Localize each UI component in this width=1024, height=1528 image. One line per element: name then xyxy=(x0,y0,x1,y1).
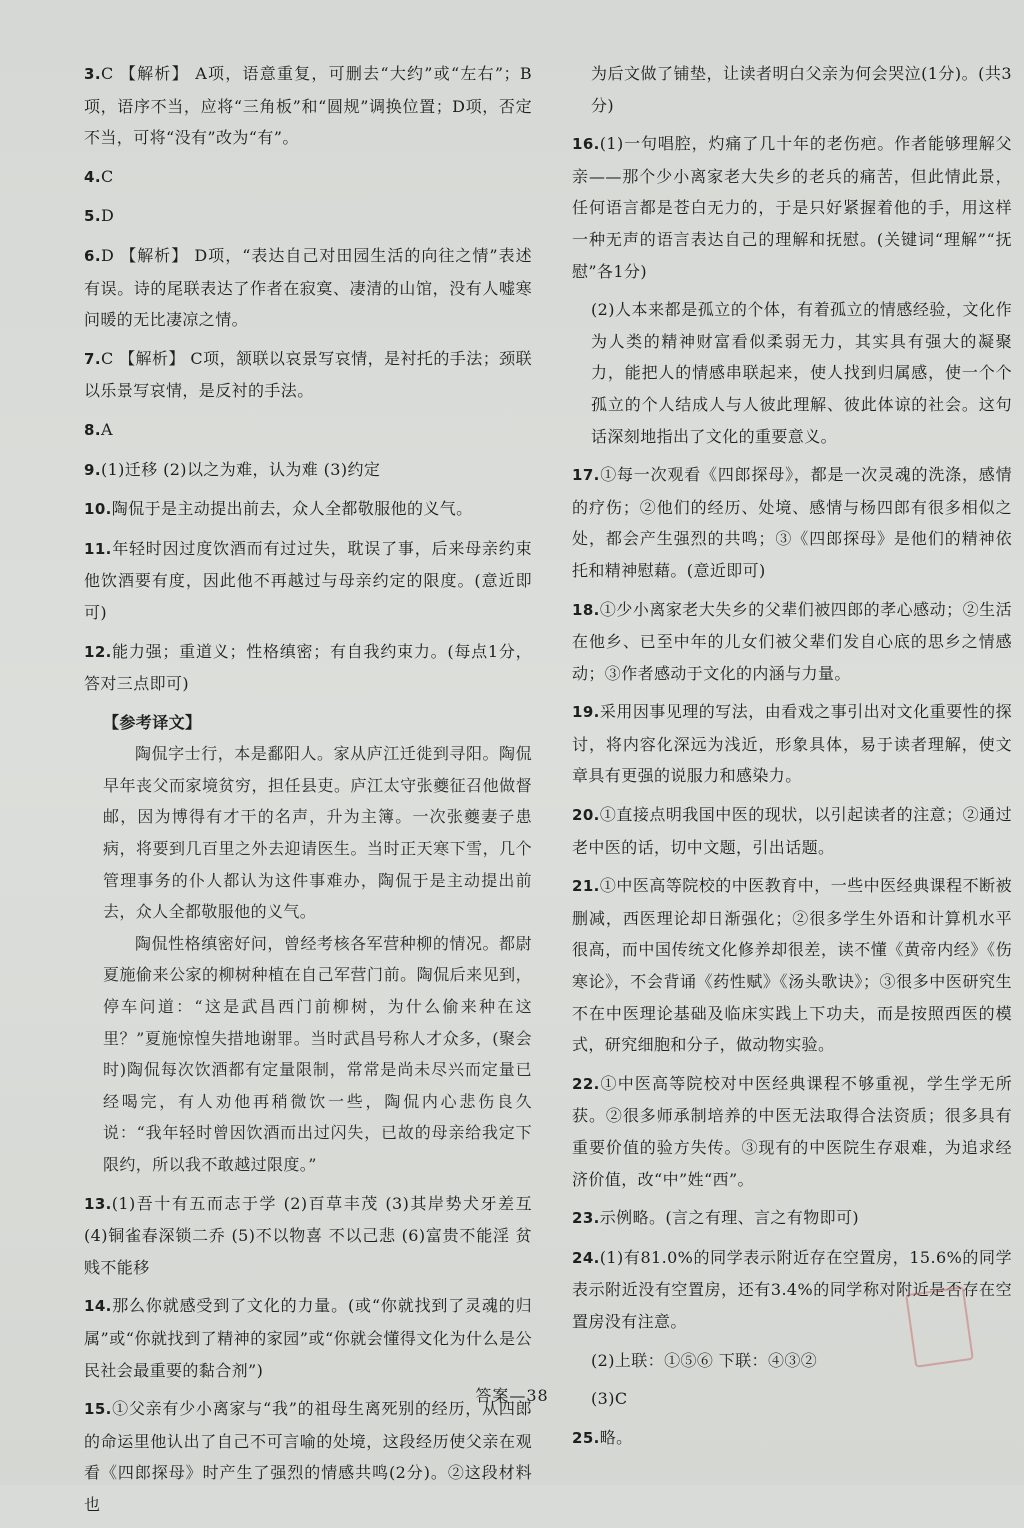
answer-number: 16. xyxy=(572,135,600,154)
answer-text: (2)上联：①⑤⑥ 下联：④③② xyxy=(591,1350,818,1370)
answer-number: 8. xyxy=(84,420,101,439)
red-stamp-mark xyxy=(905,1286,974,1367)
answer-text: (1)吾十有五而志于学 (2)百草丰茂 (3)其岸势犬牙差互 (4)铜雀春深锁二乔 (5)不以物喜 不以己悲 (6)富贵不能淫 贫贱不能移 xyxy=(84,1193,532,1277)
answer-item xyxy=(572,459,1012,586)
translation-block xyxy=(84,707,532,1181)
answer-number: 23. xyxy=(572,1209,600,1228)
answer-item xyxy=(84,414,532,447)
answer-text: C 【解析】 C项，颔联以哀景写哀情，是衬托的手法；颈联以乐景写哀情，是反衬的手法。 xyxy=(84,348,532,401)
page-footer: 答案—38 xyxy=(475,1386,549,1405)
answer-item xyxy=(572,594,1012,690)
answer-number: 19. xyxy=(572,703,600,722)
answer-item xyxy=(572,1202,1012,1235)
answer-item xyxy=(84,1393,532,1520)
answer-text: C xyxy=(100,166,114,186)
translation-para-2: 陶侃性格缜密好问，曾经考核各军营种柳的情况。都尉夏施偷来公家的柳树种植在自己军营门前。陶侃后来见到，停车问道：“这是武昌西门前柳树，为什么偷来种在这里？”夏施惊惶失措地谢罪。当时武昌号称人才众多，(聚会时)陶侃每次饮酒都有定量限制，常常是尚未尽兴而定量已经喝完，有人劝他再稍微饮一些，陶侃内心悲伤良久说：“我年轻时曾因饮酒而出过闪失，已故的母亲给我定下限约，所以我不敢越过限度。” xyxy=(103,933,532,1174)
left-column xyxy=(84,58,532,1528)
answer-number: 9. xyxy=(84,460,101,479)
answer-text: (1)迁移 (2)以之为难，认为难 (3)约定 xyxy=(100,459,381,479)
answer-item xyxy=(572,1068,1012,1195)
answer-text: 那么你就感受到了文化的力量。(或“你就找到了灵魂的归属”或“你就找到了精神的家园”或“你就会懂得文化为什么是公民社会最重要的黏合剂”) xyxy=(84,1296,532,1380)
answer-text: 示例略。(言之有理、言之有物即可) xyxy=(599,1208,860,1228)
answer-number: 12. xyxy=(84,642,112,661)
answer-number: 7. xyxy=(84,349,101,368)
answer-number: 25. xyxy=(572,1428,600,1447)
answer-text: C 【解析】 A项，语意重复，可删去“大约”或“左右”；B项，语序不当，应将“三角板”和“圆规”调换位置；D项，否定不当，可将“没有”改为“有”。 xyxy=(84,64,532,148)
answer-text: ①少小离家老大失乡的父辈们被四郎的孝心感动；②生活在他乡、已至中年的儿女们被父辈们发自心底的思乡之情感动；③作者感动于文化的内涵与力量。 xyxy=(572,599,1012,683)
answer-number: 11. xyxy=(84,539,112,558)
answer-item xyxy=(84,454,532,487)
answer-item xyxy=(572,799,1012,863)
answer-text: 年轻时因过度饮酒而有过过失，耽误了事，后来母亲约束他饮酒要有度，因此他不再越过与母亲约定的限度。(意近即可) xyxy=(84,538,532,622)
answer-number: 15. xyxy=(84,1400,112,1419)
answer-item xyxy=(84,533,532,629)
answer-text: D xyxy=(100,206,115,226)
answer-number: 13. xyxy=(84,1194,112,1213)
answer-text: 能力强；重道义；性格缜密；有自我约束力。(每点1分，答对三点即可) xyxy=(84,641,532,694)
answer-item xyxy=(84,493,532,526)
answer-item xyxy=(84,1188,532,1284)
answer-number: 18. xyxy=(572,600,600,619)
answer-item xyxy=(572,58,1012,121)
answer-text: ①每一次观看《四郎探母》，都是一次灵魂的洗涤，感情的疗伤；②他们的经历、处境、感情与杨四郎有很多相似之处，都会产生强烈的共鸣；③《四郎探母》是他们的精神依托和精神慰藉。(意近即可) xyxy=(572,465,1012,580)
answer-number: 10. xyxy=(84,500,112,519)
translation-title: 【参考译文】 xyxy=(103,712,202,732)
answer-text: ①中医高等院校的中医教育中，一些中医经典课程不断被删减，西医理论却日渐强化；②很多学生外语和计算机水平很高，而中国传统文化修养却很差，读不懂《黄帝内经》《伤寒论》，不会背诵《药性赋》《汤头歌诀》；③很多中医研究生不在中医理论基础及临床实践上下功夫，而是按照西医的模式，研究细胞和分子，做动物实验。 xyxy=(572,876,1012,1055)
answer-item xyxy=(84,1290,532,1386)
answer-text: (2)人本来都是孤立的个体，有着孤立的情感经验，文化作为人类的精神财富看似柔弱无力，其实具有强大的凝聚力，能把人的情感串联起来，使人找到归属感，使一个个孤立的个人结成人与人彼此理解、彼此体谅的社会。这句话深刻地指出了文化的重要意义。 xyxy=(591,300,1012,446)
answer-text: (3)C xyxy=(591,1389,628,1409)
answer-item xyxy=(572,294,1012,452)
answer-text: (1)有81.0%的同学表示附近存在空置房，15.6%的同学表示附近没有空置房，还有3.4%的同学称对附近是否存在空置房没有注意。 xyxy=(572,1247,1012,1331)
answer-number: 24. xyxy=(572,1248,600,1267)
answer-text: 略。 xyxy=(599,1427,633,1447)
answer-number: 6. xyxy=(84,246,101,265)
answer-text: (1)一句唱腔，灼痛了几十年的老伤疤。作者能够理解父亲——那个少小离家老大失乡的老兵的痛苦，但此情此景，任何语言都是苍白无力的，于是只好紧握着他的手，用这样一种无声的语言表达自己的理解和抚慰。(关键词“理解”“抚慰”各1分) xyxy=(572,134,1012,281)
answer-text: D 【解析】 D项，“表达自己对田园生活的向往之情”表述有误。诗的尾联表达了作者在寂寞、凄清的山馆，没有人嘘寒问暖的无比凄凉之情。 xyxy=(84,245,532,330)
answer-number: 17. xyxy=(572,466,600,485)
answer-number: 3. xyxy=(84,65,101,83)
answer-text: 采用因事见理的写法，由看戏之事引出对文化重要性的探讨，将内容化深远为浅近，形象具体，易于读者理解，使文章具有更强的说服力和感染力。 xyxy=(572,702,1012,786)
answer-item xyxy=(572,128,1012,287)
answer-text: ①中医高等院校对中医经典课程不够重视，学生学无所获。②很多师承制培养的中医无法取得合法资质；很多具有重要价值的验方失传。③现有的中医院生存艰难，为追求经济价值，改“中”姓“西”。 xyxy=(572,1073,1012,1189)
answer-number: 21. xyxy=(572,877,600,896)
answer-text: 陶侃于是主动提出前去，众人全都敬服他的义气。 xyxy=(111,499,473,519)
answer-item xyxy=(84,161,532,194)
translation-para-1: 陶侃字士行，本是鄱阳人。家从庐江迁徙到寻阳。陶侃早年丧父而家境贫穷，担任县吏。庐江太守张夔征召他做督邮，因为博得有才干的名声，升为主簿。一次张夔妻子患病，将要到几百里之外去迎请医生。当时正天寒下雪，几个管理事务的仆人都认为这件事难办，陶侃于是主动提出前去，众人全都敬服他的义气。 xyxy=(103,744,532,922)
answer-text: ①父亲有少小离家与“我”的祖母生离死别的经历，从四郎的命运里他认出了自己不可言喻的处境，这段经历使父亲在观看《四郎探母》时产生了强烈的情感共鸣(2分)。②这段材料也 xyxy=(84,1399,532,1514)
answer-item xyxy=(84,343,532,407)
answer-item xyxy=(572,1422,1012,1455)
right-column xyxy=(572,58,1012,1461)
answer-item xyxy=(84,58,532,154)
answer-number: 14. xyxy=(84,1297,112,1316)
answer-item xyxy=(572,870,1012,1061)
answer-text: ①直接点明我国中医的现状，以引起读者的注意；②通过老中医的话，切中文题，引出话题。 xyxy=(572,805,1012,857)
answer-number: 5. xyxy=(84,207,101,226)
answer-number: 20. xyxy=(572,806,600,825)
answer-number: 22. xyxy=(572,1074,600,1093)
answer-item xyxy=(84,636,532,700)
answer-number: 4. xyxy=(84,167,101,186)
answer-text: A xyxy=(100,419,113,439)
answer-item xyxy=(572,696,1012,792)
answer-item xyxy=(84,200,532,233)
answer-text: 为后文做了铺垫，让读者明白父亲为何会哭泣(1分)。(共3分) xyxy=(591,64,1012,115)
answer-item xyxy=(84,240,532,336)
